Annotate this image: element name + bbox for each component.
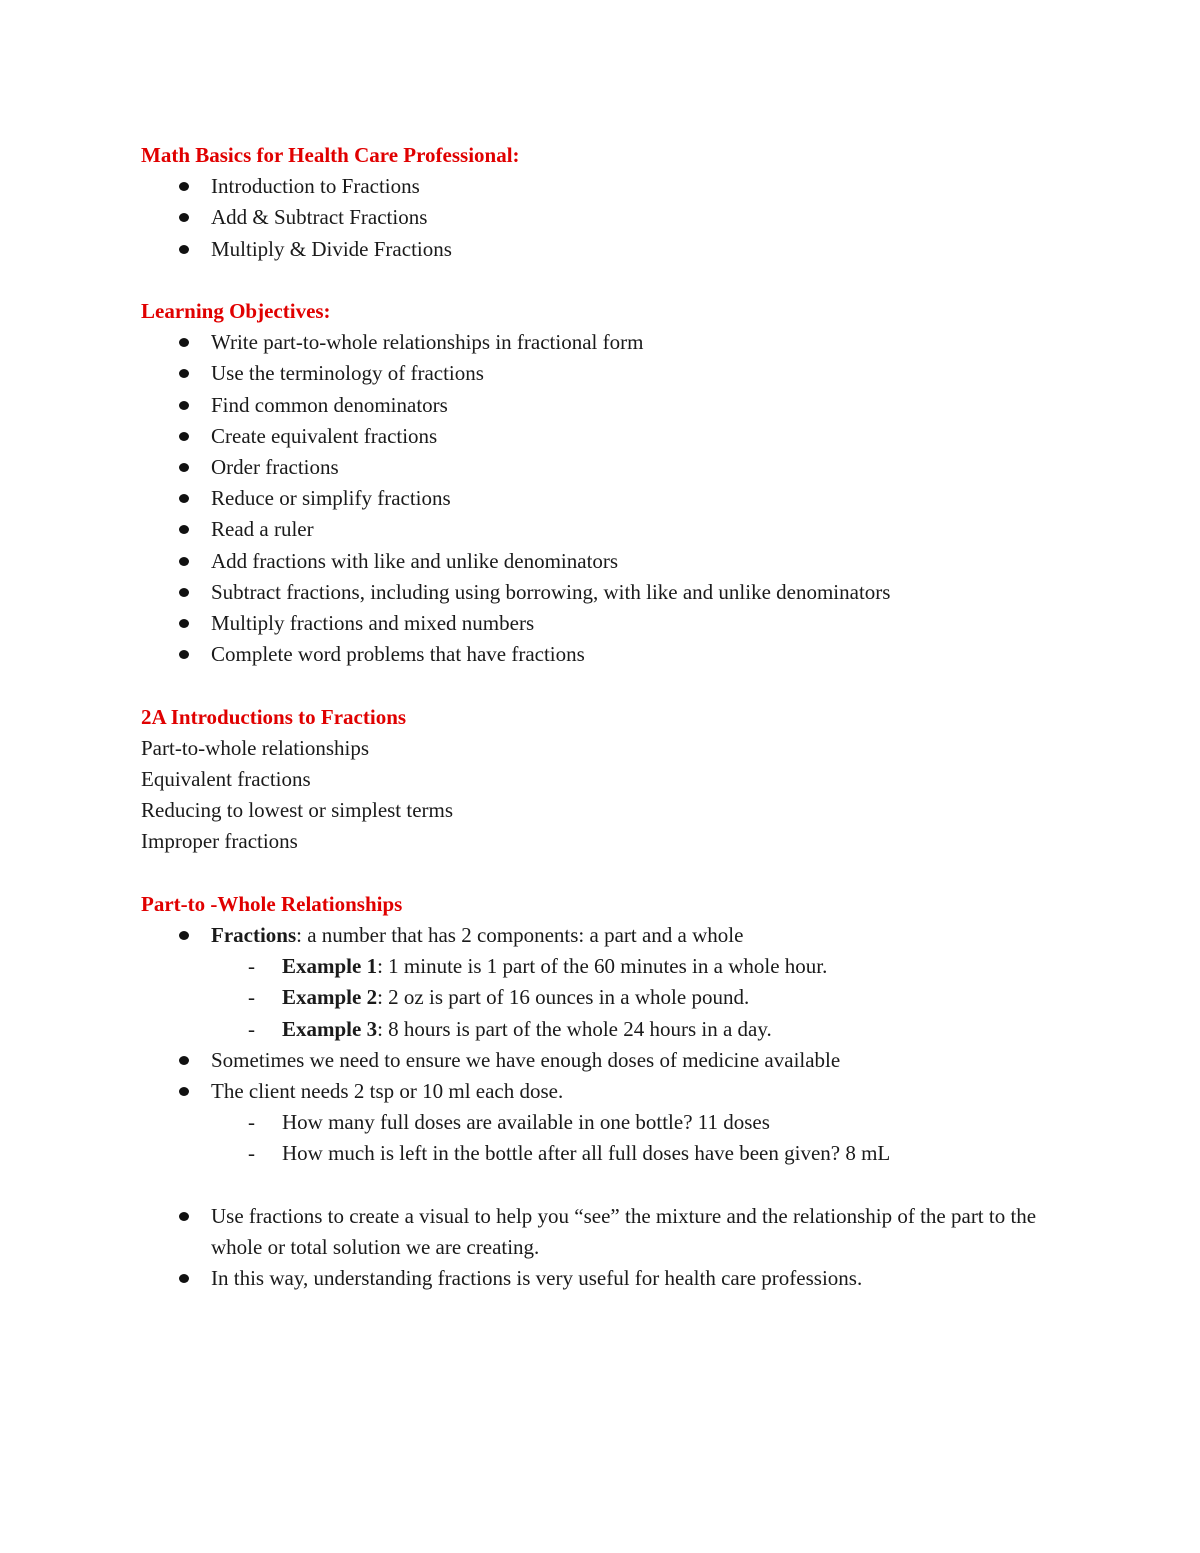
list-item: Write part-to-whole relationships in fractional form — [141, 327, 1061, 358]
part-to-whole-list — [141, 920, 1061, 1170]
list-item: Introduction to Fractions — [141, 171, 1061, 202]
list-item-fractions — [141, 920, 1061, 1045]
section-heading-math-basics: Math Basics for Health Care Professional: — [141, 143, 520, 167]
bullet-icon — [179, 557, 189, 566]
dash-icon: - — [248, 985, 255, 1010]
question-item: - How many full doses are available in one bottle? 11 doses — [211, 1107, 1061, 1138]
list-item: Create equivalent fractions — [141, 421, 1061, 452]
bullet-icon — [179, 1087, 189, 1096]
dash-icon: - — [248, 1141, 255, 1166]
section-heading-learning-objectives: Learning Objectives: — [141, 299, 331, 323]
dash-icon: - — [248, 1016, 255, 1041]
list-item-client: The client needs 2 tsp or 10 ml each dose. - How many full doses are available in one bottle? 11 doses - How much is left in the bottle after all full doses have been given? 8 mL — [141, 1076, 1061, 1170]
dash-icon: - — [248, 954, 255, 979]
spacer — [141, 1170, 1061, 1201]
closing-list — [141, 1201, 1061, 1295]
bullet-icon — [179, 588, 189, 597]
bullet-icon — [179, 650, 189, 659]
example-item: - Example 3: 8 hours is part of the whole 24 hours in a day. — [211, 1014, 1061, 1045]
client-questions-list — [211, 1107, 1061, 1169]
bullet-icon — [179, 1274, 189, 1283]
bullet-icon — [179, 245, 189, 254]
list-item: Sometimes we need to ensure we have enough doses of medicine available — [141, 1045, 1061, 1076]
example-item: - Example 1: 1 minute is 1 part of the 60 minutes in a whole hour. — [211, 951, 1061, 982]
question-item: - How much is left in the bottle after all full doses have been given? 8 mL — [211, 1138, 1061, 1169]
bullet-icon — [179, 931, 189, 940]
text-line: Equivalent fractions — [141, 767, 311, 792]
term-definition: : a number that has 2 components: a part and a whole — [296, 923, 744, 948]
text-line: Improper fractions — [141, 829, 298, 854]
list-item: Use fractions to create a visual to help you “see” the mixture and the relationship of the part to the whole or total solution we are creating. — [141, 1201, 1061, 1263]
list-item: In this way, understanding fractions is very useful for health care professions. — [141, 1263, 1061, 1294]
list-item: Multiply fractions and mixed numbers — [141, 608, 1061, 639]
text-line: Part-to-whole relationships — [141, 735, 370, 760]
spacer — [141, 858, 1061, 889]
dash-icon: - — [248, 1110, 255, 1135]
bullet-icon — [179, 338, 189, 347]
list-item: Use the terminology of fractions — [141, 358, 1061, 389]
list-item: Order fractions — [141, 452, 1061, 483]
document-page — [141, 140, 1061, 1294]
list-item: Complete word problems that have fractions — [141, 639, 1061, 670]
bullet-icon — [179, 369, 189, 378]
bullet-icon — [179, 1056, 189, 1065]
spacer — [141, 670, 1061, 701]
list-item: Find common denominators — [141, 390, 1061, 421]
learning-objectives-list — [141, 327, 1061, 670]
examples-list — [211, 951, 1061, 1045]
math-basics-list — [141, 171, 1061, 265]
bullet-icon — [179, 494, 189, 503]
list-item: Add fractions with like and unlike denominators — [141, 546, 1061, 577]
example-item: - Example 2: 2 oz is part of 16 ounces in a whole pound. — [211, 982, 1061, 1013]
bullet-icon — [179, 1212, 189, 1221]
bullet-icon — [179, 432, 189, 441]
section-heading-introductions: 2A Introductions to Fractions — [141, 704, 407, 729]
bullet-icon — [179, 619, 189, 628]
bullet-icon — [179, 213, 189, 222]
bullet-icon — [179, 525, 189, 534]
term-fractions: Fractions — [211, 923, 297, 948]
text-line: Reducing to lowest or simplest terms — [141, 798, 454, 823]
section-heading-part-to-whole: Part-to -Whole Relationships — [141, 891, 403, 916]
list-item: Reduce or simplify fractions — [141, 483, 1061, 514]
list-item: Read a ruler — [141, 514, 1061, 545]
list-item: Subtract fractions, including using borrowing, with like and unlike denominators — [141, 577, 1061, 608]
bullet-icon — [179, 401, 189, 410]
bullet-icon — [179, 463, 189, 472]
bullet-icon — [179, 182, 189, 191]
list-item: Multiply & Divide Fractions — [141, 234, 1061, 265]
list-item: Add & Subtract Fractions — [141, 202, 1061, 233]
spacer — [141, 265, 1061, 296]
